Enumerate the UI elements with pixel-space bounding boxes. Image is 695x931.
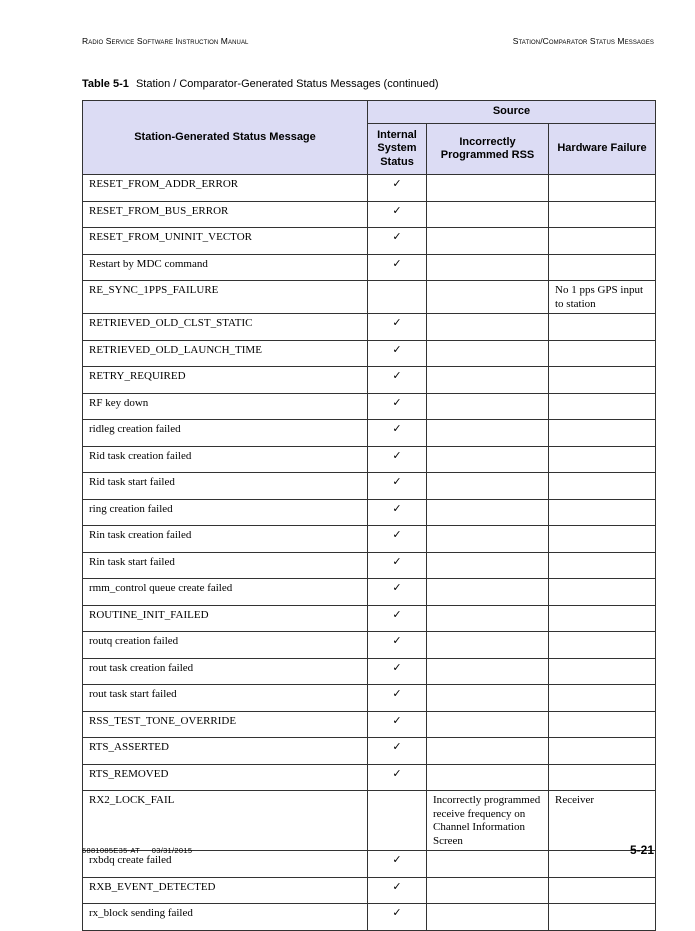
checkmark-icon: ✓	[392, 476, 402, 488]
internal-status-cell	[368, 658, 427, 685]
status-message-cell: ridleg creation failed	[83, 420, 368, 447]
table-row	[83, 764, 656, 791]
checkmark-icon: ✓	[392, 529, 402, 541]
rss-cell	[427, 877, 549, 904]
hardware-failure-cell	[549, 367, 656, 394]
table-row	[83, 340, 656, 367]
internal-status-cell	[368, 904, 427, 931]
table-row	[83, 711, 656, 738]
checkmark-icon: ✓	[392, 204, 402, 217]
internal-status-cell	[368, 314, 427, 341]
status-message-cell: Restart by MDC command	[83, 254, 368, 281]
rss-cell	[427, 552, 549, 579]
table-caption-title: Station / Comparator-Generated Status Messages (continued)	[135, 78, 439, 90]
internal-status-cell	[368, 632, 427, 659]
rss-cell: Incorrectly programmed receive frequency on Channel Information Screen	[427, 791, 549, 851]
rss-cell	[427, 738, 549, 765]
hardware-failure-cell	[549, 393, 656, 420]
internal-status-cell	[368, 175, 427, 202]
table-row	[83, 904, 656, 931]
internal-status-cell	[368, 228, 427, 255]
hardware-failure-cell	[549, 254, 656, 281]
table-row	[83, 254, 656, 281]
status-message-cell: RETRIEVED_OLD_CLST_STATIC	[83, 314, 368, 341]
table-row	[83, 791, 656, 851]
checkmark-icon: ✓	[392, 343, 402, 356]
rss-cell	[427, 175, 549, 202]
internal-status-cell	[368, 526, 427, 553]
status-message-cell: ring creation failed	[83, 499, 368, 526]
checkmark-icon: ✓	[392, 767, 402, 780]
checkmark-icon: ✓	[392, 555, 402, 568]
internal-status-cell	[368, 791, 427, 851]
rss-cell	[427, 314, 549, 341]
rss-cell	[427, 340, 549, 367]
rss-cell	[427, 851, 549, 878]
table-row	[83, 393, 656, 420]
checkmark-icon: ✓	[392, 714, 402, 727]
status-message-cell: RE_SYNC_1PPS_FAILURE	[83, 281, 368, 314]
hardware-failure-cell	[549, 446, 656, 473]
checkmark-icon: ✓	[392, 582, 402, 594]
status-message-cell: RESET_FROM_ADDR_ERROR	[83, 175, 368, 202]
hardware-failure-cell	[549, 420, 656, 447]
internal-status-cell	[368, 340, 427, 367]
table-row	[83, 552, 656, 579]
hardware-failure-cell	[549, 904, 656, 931]
table-row	[83, 605, 656, 632]
status-message-cell: RTS_REMOVED	[83, 764, 368, 791]
checkmark-icon: ✓	[392, 449, 402, 462]
rss-cell	[427, 281, 549, 314]
column-header-message: Station-Generated Status Message	[83, 101, 368, 175]
internal-status-cell	[368, 367, 427, 394]
table-row	[83, 526, 656, 553]
status-message-cell: RX2_LOCK_FAIL	[83, 791, 368, 851]
checkmark-icon: ✓	[392, 741, 402, 753]
checkmark-icon: ✓	[392, 880, 402, 893]
running-header-left: Radio Service Software Instruction Manual	[82, 36, 249, 46]
internal-status-cell	[368, 851, 427, 878]
rss-cell	[427, 473, 549, 500]
hardware-failure-cell	[549, 711, 656, 738]
running-header-right: Station/Comparator Status Messages	[512, 36, 654, 46]
checkmark-icon: ✓	[392, 854, 402, 866]
status-message-cell: Rin task creation failed	[83, 526, 368, 553]
status-message-cell: Rin task start failed	[83, 552, 368, 579]
table-caption-label: Table 5-1	[82, 78, 129, 90]
checkmark-icon: ✓	[392, 178, 402, 190]
rss-cell	[427, 764, 549, 791]
internal-status-cell	[368, 877, 427, 904]
column-header-source: Source	[368, 101, 656, 124]
rss-cell	[427, 393, 549, 420]
rss-cell	[427, 446, 549, 473]
status-message-cell: RETRIEVED_OLD_LAUNCH_TIME	[83, 340, 368, 367]
status-message-cell: rxbdq create failed	[83, 851, 368, 878]
checkmark-icon: ✓	[392, 502, 402, 515]
column-header-hardware: Hardware Failure	[549, 124, 656, 175]
hardware-failure-cell	[549, 175, 656, 202]
table-caption	[82, 78, 439, 90]
status-message-cell: RF key down	[83, 393, 368, 420]
footer-doc-id: 6881085E35-AT 03/31/2015	[82, 846, 193, 855]
hardware-failure-cell	[549, 340, 656, 367]
internal-status-cell	[368, 201, 427, 228]
status-message-cell: rout task start failed	[83, 685, 368, 712]
hardware-failure-cell	[549, 314, 656, 341]
status-message-cell: RSS_TEST_TONE_OVERRIDE	[83, 711, 368, 738]
hardware-failure-cell	[549, 658, 656, 685]
rss-cell	[427, 228, 549, 255]
hardware-failure-cell	[549, 526, 656, 553]
status-message-cell: Rid task creation failed	[83, 446, 368, 473]
internal-status-cell	[368, 393, 427, 420]
table-body	[83, 175, 656, 931]
internal-status-cell	[368, 605, 427, 632]
status-message-cell: Rid task start failed	[83, 473, 368, 500]
page-number: 5-21	[629, 843, 654, 857]
rss-cell	[427, 685, 549, 712]
hardware-failure-cell	[549, 764, 656, 791]
rss-cell	[427, 254, 549, 281]
internal-status-cell	[368, 579, 427, 606]
table-row	[83, 314, 656, 341]
internal-status-cell	[368, 552, 427, 579]
internal-status-cell	[368, 446, 427, 473]
table-row	[83, 877, 656, 904]
rss-cell	[427, 420, 549, 447]
checkmark-icon: ✓	[392, 370, 402, 382]
status-message-cell: rx_block sending failed	[83, 904, 368, 931]
table-row	[83, 473, 656, 500]
rss-cell	[427, 201, 549, 228]
column-header-internal: Internal System Status	[368, 124, 427, 175]
rss-cell	[427, 711, 549, 738]
checkmark-icon: ✓	[392, 907, 402, 919]
hardware-failure-cell	[549, 473, 656, 500]
status-message-cell: RESET_FROM_UNINIT_VECTOR	[83, 228, 368, 255]
table-row	[83, 685, 656, 712]
rss-cell	[427, 367, 549, 394]
internal-status-cell	[368, 738, 427, 765]
hardware-failure-cell	[549, 632, 656, 659]
hardware-failure-cell	[549, 605, 656, 632]
rss-cell	[427, 632, 549, 659]
checkmark-icon: ✓	[392, 608, 402, 621]
hardware-failure-cell	[549, 579, 656, 606]
status-message-cell: RXB_EVENT_DETECTED	[83, 877, 368, 904]
checkmark-icon: ✓	[392, 688, 402, 700]
hardware-failure-cell: No 1 pps GPS input to station	[549, 281, 656, 314]
table-row	[83, 579, 656, 606]
status-message-cell: ROUTINE_INIT_FAILED	[83, 605, 368, 632]
status-message-cell: rmm_control queue create failed	[83, 579, 368, 606]
rss-cell	[427, 605, 549, 632]
checkmark-icon: ✓	[392, 635, 402, 647]
table-row	[83, 738, 656, 765]
hardware-failure-cell	[549, 201, 656, 228]
table-row	[83, 499, 656, 526]
hardware-failure-cell	[549, 877, 656, 904]
hardware-failure-cell	[549, 738, 656, 765]
table-row	[83, 281, 656, 314]
internal-status-cell	[368, 499, 427, 526]
checkmark-icon: ✓	[392, 231, 402, 243]
hardware-failure-cell	[549, 499, 656, 526]
hardware-failure-cell: Receiver	[549, 791, 656, 851]
rss-cell	[427, 499, 549, 526]
internal-status-cell	[368, 281, 427, 314]
rss-cell	[427, 658, 549, 685]
table-row	[83, 446, 656, 473]
checkmark-icon: ✓	[392, 423, 402, 435]
hardware-failure-cell	[549, 228, 656, 255]
rss-cell	[427, 579, 549, 606]
status-message-cell: RETRY_REQUIRED	[83, 367, 368, 394]
internal-status-cell	[368, 685, 427, 712]
internal-status-cell	[368, 764, 427, 791]
rss-cell	[427, 526, 549, 553]
table-row	[83, 228, 656, 255]
checkmark-icon: ✓	[392, 396, 402, 409]
status-message-cell: rout task creation failed	[83, 658, 368, 685]
table-row	[83, 632, 656, 659]
rss-cell	[427, 904, 549, 931]
table-row	[83, 175, 656, 202]
table-row	[83, 201, 656, 228]
internal-status-cell	[368, 711, 427, 738]
internal-status-cell	[368, 254, 427, 281]
table-row	[83, 420, 656, 447]
status-message-cell: routq creation failed	[83, 632, 368, 659]
table-row	[83, 367, 656, 394]
column-header-rss: Incorrectly Programmed RSS	[427, 124, 549, 175]
status-message-cell: RESET_FROM_BUS_ERROR	[83, 201, 368, 228]
hardware-failure-cell	[549, 685, 656, 712]
checkmark-icon: ✓	[392, 317, 402, 329]
checkmark-icon: ✓	[392, 257, 402, 270]
internal-status-cell	[368, 420, 427, 447]
table-row	[83, 658, 656, 685]
hardware-failure-cell	[549, 552, 656, 579]
status-messages-table	[82, 100, 656, 931]
internal-status-cell	[368, 473, 427, 500]
status-message-cell: RTS_ASSERTED	[83, 738, 368, 765]
checkmark-icon: ✓	[392, 661, 402, 674]
